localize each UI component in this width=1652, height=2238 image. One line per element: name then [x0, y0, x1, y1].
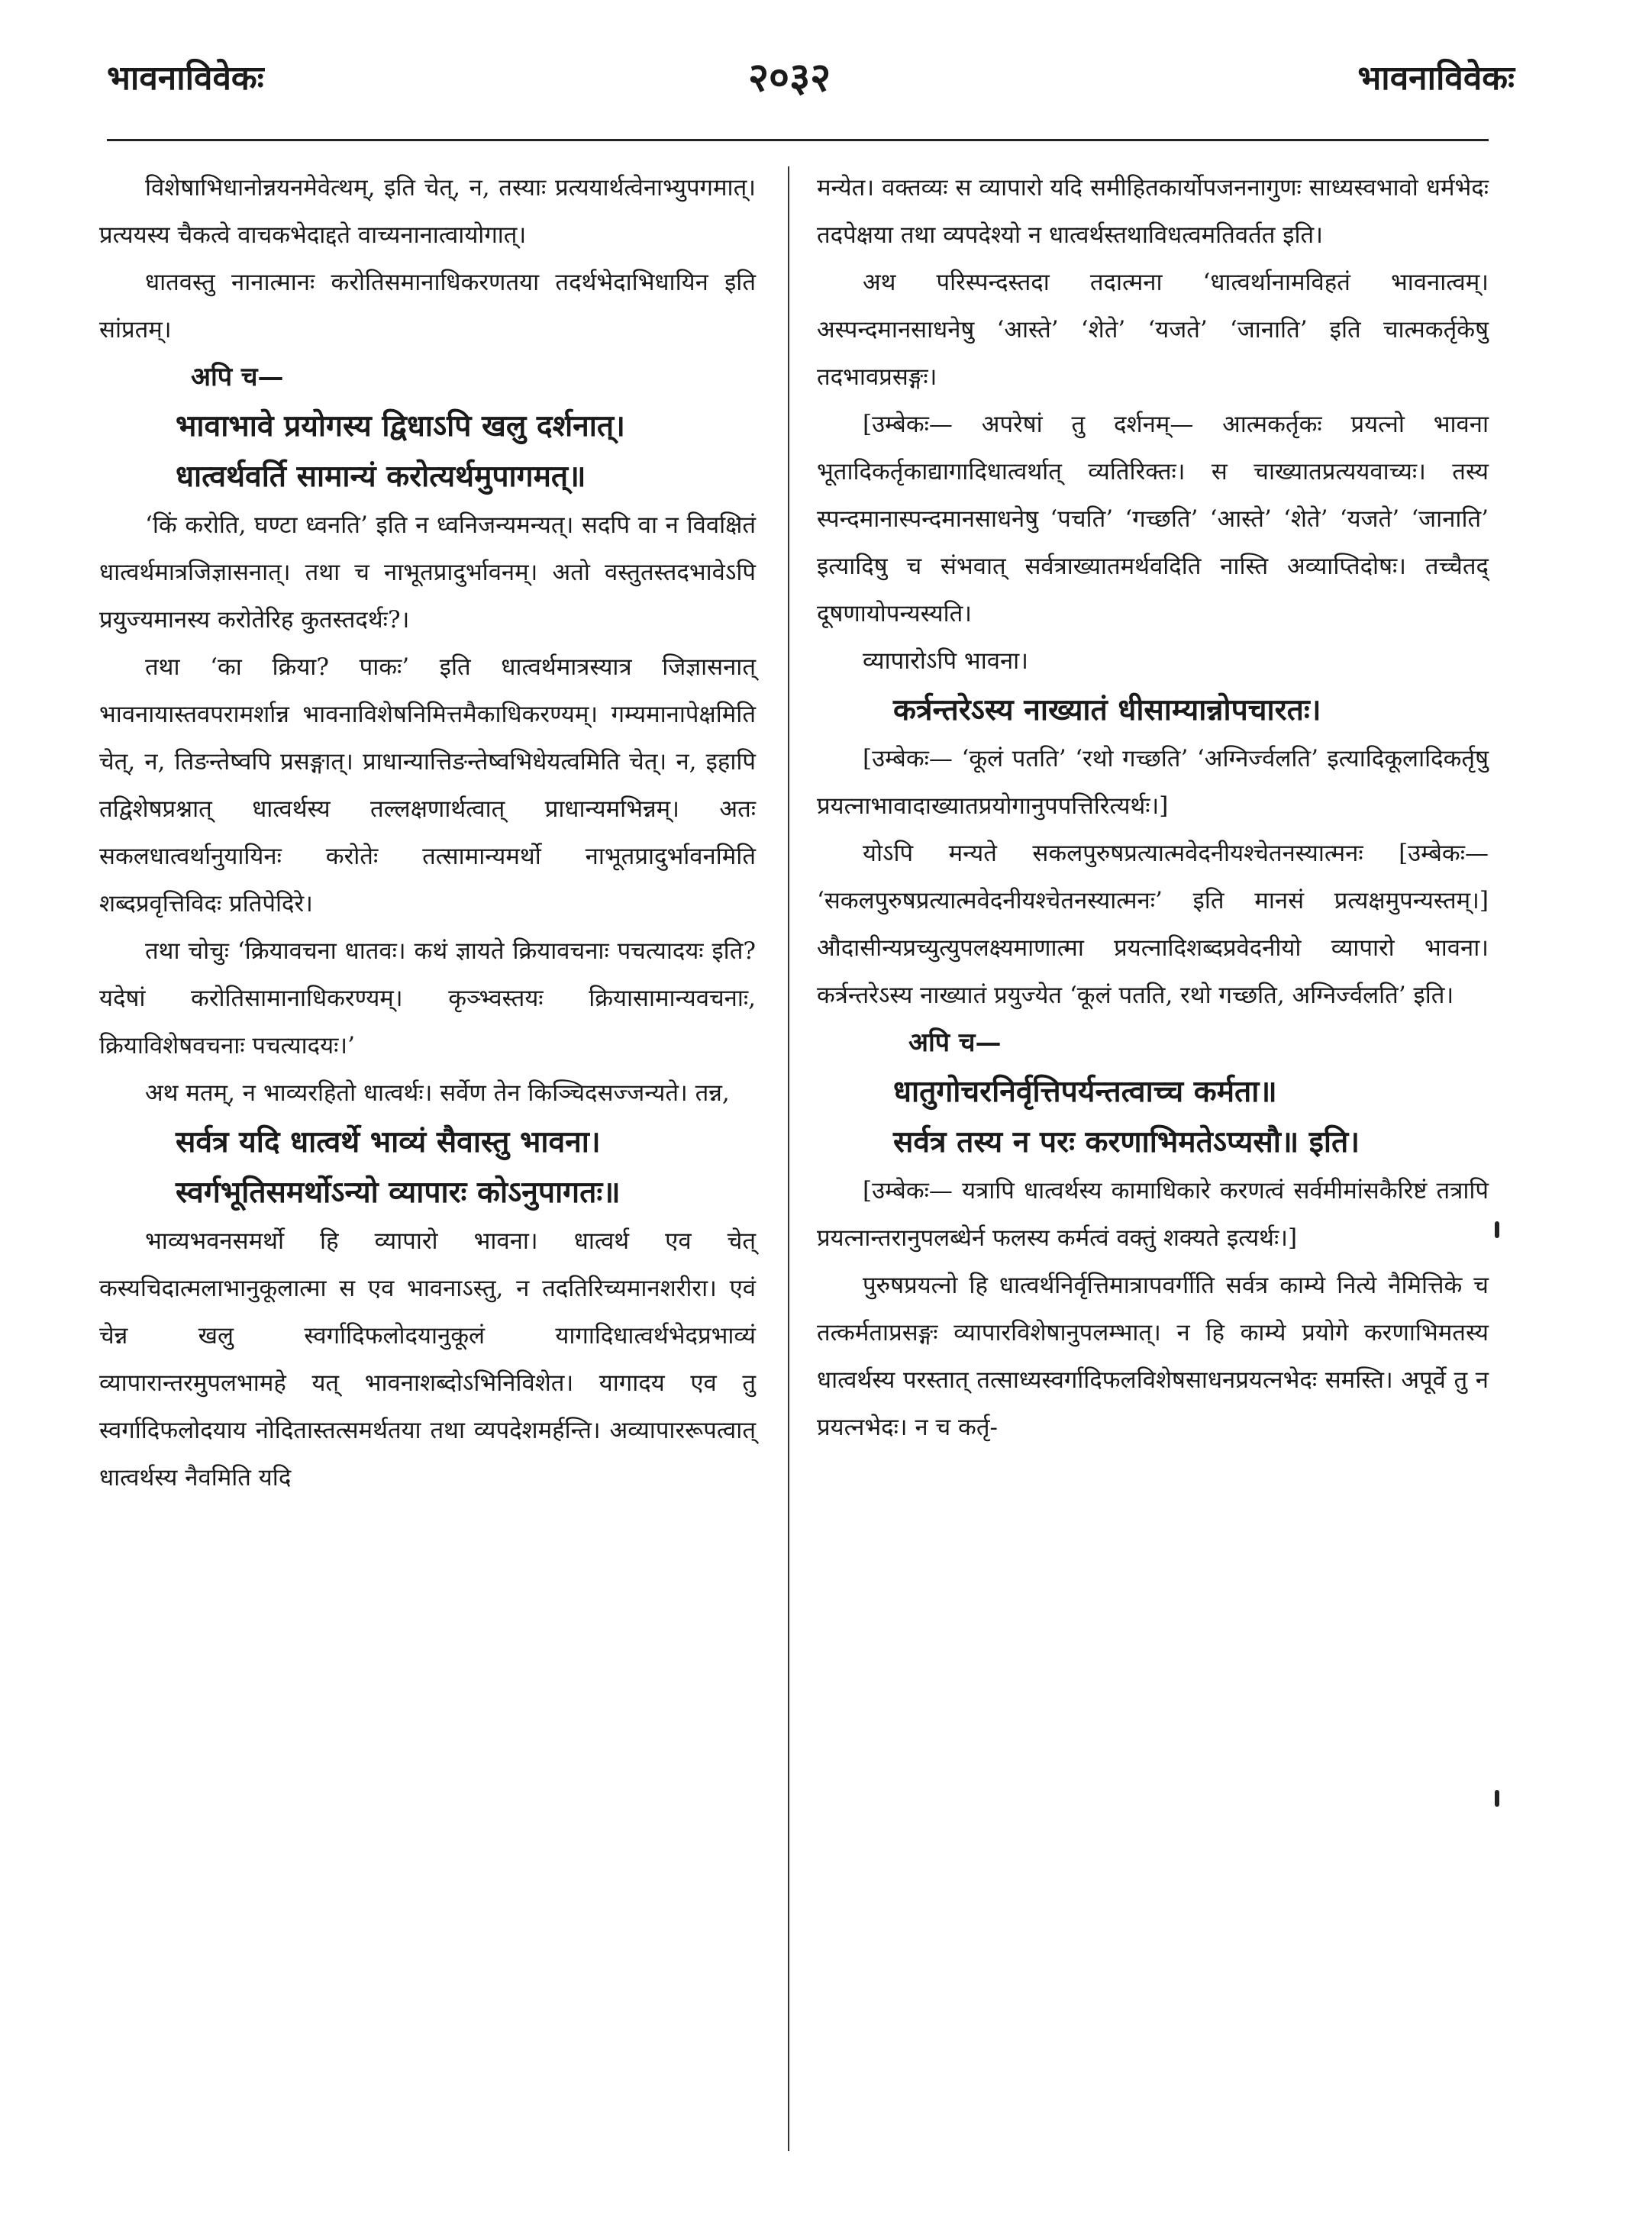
section-cue: अपि च— [908, 1027, 1002, 1058]
header-rule [107, 139, 1489, 141]
paragraph: [उम्बेकः— ‘कूलं पतति’ ‘रथो गच्छति’ ‘अग्निर्ज्वलति’ इत्यादिकूलादिकर्तृषु प्रयत्नाभावादाख्यातप्रयोगानुपपत्तिरित्यर्थः।] [817, 745, 1489, 820]
paragraph: पुरुषप्रयत्नो हि धात्वर्थनिर्वृत्तिमात्रापवर्गीति सर्वत्र काम्ये नित्ये नैमित्तिके च तत्कर्मताप्रसङ्गः व्यापारविशेषानुपलम्भात्। न हि काम्ये प्रयोगे करणाभिमतस्य धात्वर्थस्य परस्तात् तत्साध्यस्वर्गादिफलविशेषसाधनप्रयत्नभेदः समस्ति। अपूर्वे तु न प्रयत्नभेदः। न च कर्तृ- [817, 1272, 1489, 1441]
paragraph: तथा चोचुः ‘क्रियावचना धातवः। कथं ज्ञायते क्रियावचनाः पचत्यादयः इति? यदेषां करोतिसामानाधिकरण्यम्। कृञ्भ्वस्तयः क्रियासामान्यवचनाः, क्रियाविशेषवचनाः पचत्यादयः।’ [99, 937, 756, 1059]
running-header-left: भावनाविवेकः [107, 59, 264, 98]
verse-line: धातुगोचरनिर्वृत्तिपर्यन्तत्वाच्च कर्मता॥ [893, 1074, 1277, 1109]
paragraph: अथ मतम्, न भाव्यरहितो धात्वर्थः। सर्वेण तेन किञ्चिदसज्जन्यते। तन्न, [145, 1079, 730, 1107]
section-cue: अपि च— [191, 362, 284, 392]
running-header-right: भावनाविवेकः [1357, 59, 1515, 98]
paragraph: [उम्बेकः— यत्रापि धात्वर्थस्य कामाधिकारे करणत्वं सर्वमीमांसकैरिष्टं तत्रापि प्रयत्नान्तरानुपलब्धेर्न फलस्य कर्मत्वं वक्तुं शक्यते इत्यर्थः।] [817, 1177, 1489, 1252]
paragraph: ‘किं करोति, घण्टा ध्वनति’ इति न ध्वनिजन्यमन्यत्। सदपि वा न विवक्षितं धात्वर्थमात्रजिज्ञासनात्। तथा च नाभूतप्रादुर्भावनम्। अतो वस्तुतस्तदभावेऽपि प्रयुज्यमानस्य करोतेरिह कुतस्तदर्थः?। [99, 511, 756, 634]
verse-line: कर्त्रन्तरेऽस्य नाख्यातं धीसाम्यान्नोपचारतः। [893, 692, 1321, 727]
paragraph: [उम्बेकः— अपरेषां तु दर्शनम्— आत्मकर्तृकः प्रयत्नो भावना भूतादिकर्तृकाद्यागादिधात्वर्थात् व्यतिरिक्तः। स चाख्यातप्रत्ययवाच्यः। तस्य स्पन्दमानास्पन्दमानसाधनेषु ‘पचति’ ‘गच्छति’ ‘आस्ते’ ‘शेते’ ‘यजते’ ‘जानाति’ इत्यादिषु च संभवात् सर्वत्राख्यातमर्थवदिति नास्ति अव्याप्तिदोषः। तच्चैतद् दूषणायोपन्यस्यति। [817, 411, 1489, 627]
paragraph: विशेषाभिधानोन्नयनमेवेत्थम्, इति चेत्, न, तस्याः प्रत्ययार्थत्वेनाभ्युपगमात्। प्रत्ययस्य चैकत्वे वाचकभेदाद्दते वाच्यनानात्वायोगात्। [99, 174, 756, 249]
verse-line: सर्वत्र तस्य न परः करणाभिमतेऽप्यसौ॥ इति। [893, 1124, 1360, 1159]
paragraph: अथ परिस्पन्दस्तदा तदात्मना ‘धात्वर्थानामविहतं भावनात्वम्। अस्पन्दमानसाधनेषु ‘आस्ते’ ‘शेते’ ‘यजते’ ‘जानाति’ इति चात्मकर्तृकेषु तदभावप्रसङ्गः। [817, 269, 1489, 391]
verse-line: स्वर्गभूतिसमर्थोऽन्यो व्यापारः कोऽनुपागतः॥ [176, 1175, 621, 1210]
verse-line: धात्वर्थवर्ति सामान्यं करोत्यर्थमुपागमत्॥ [176, 459, 586, 494]
paragraph: मन्येत। वक्तव्यः स व्यापारो यदि समीहितकार्योपजननागुणः साध्यस्वभावो धर्मभेदः तदपेक्षया तथा व्यपदेश्यो न धात्वर्थस्तथाविधत्वमतिवर्तत इति। [817, 174, 1489, 249]
margin-mark [1495, 1790, 1499, 1807]
right-column [817, 164, 1489, 1451]
margin-mark [1495, 1221, 1499, 1238]
paragraph: धातवस्तु नानात्मानः करोतिसमानाधिकरणतया तदर्थभेदाभिधायिन इति सांप्रतम्। [99, 269, 756, 343]
left-column [99, 164, 756, 1501]
paragraph: व्यापारोऽपि भावना। [863, 647, 1028, 675]
paragraph: भाव्यभवनसमर्थो हि व्यापारो भावना। धात्वर्थ एव चेत् कस्यचिदात्मलाभानुकूलात्मा स एव भावनाऽस्तु, न तदतिरिच्यमानशरीरा। एवं चेन्न खलु स्वर्गादिफलोदयानुकूलं यागादिधात्वर्थभेदप्रभाव्यं व्यापारान्तरमुपलभामहे यत् भावनाशब्दोऽभिनिविशेत। यागादय एव तु स्वर्गादिफलोदयाय नोदितास्तत्समर्थतया तथा व्यपदेशमर्हन्ति। अव्यापाररूपत्वात् धात्वर्थस्य नैवमिति यदि [99, 1227, 756, 1491]
page-number: २०३२ [748, 55, 831, 101]
verse-line: भावाभावे प्रयोगस्य द्विधाऽपि खलु दर्शनात्। [176, 408, 625, 443]
paragraph: योऽपि मन्यते सकलपुरुषप्रत्यात्मवेदनीयश्चेतनस्यात्मनः [उम्बेकः— ‘सकलपुरुषप्रत्यात्मवेदनीयश्चेतनस्यात्मनः’ इति मानसं प्रत्यक्षमुपन्यस्तम्।] औदासीन्यप्रच्युत्युपलक्ष्यमाणात्मा प्रयत्नादिशब्दप्रवेदनीयो व्यापारो भावना। कर्त्रन्तरेऽस्य नाख्यातं प्रयुज्येत ‘कूलं पतति, रथो गच्छति, अग्निर्ज्वलति’ इति। [817, 840, 1489, 1009]
paragraph: तथा ‘का क्रिया? पाकः’ इति धात्वर्थमात्रस्यात्र जिज्ञासनात् भावनायास्तवपरामर्शान्न भावनाविशेषनिमित्तमैकाधिकरण्यम्। गम्यमानापेक्षमिति चेत्, न, तिङन्तेष्वपि प्रसङ्गात्। प्राधान्यात्तिङन्तेष्वभिधेयत्वमिति चेत्। न, इहापि तद्विशेषप्रश्नात् धात्वर्थस्य तल्लक्षणार्थत्वात् प्राधान्यमभिन्नम्। अतः सकलधात्वर्थानुयायिनः करोतेः तत्सामान्यमर्थो नाभूतप्रादुर्भावनमिति शब्दप्रवृत्तिविदः प्रतिपेदिरे। [99, 653, 756, 917]
verse-line: सर्वत्र यदि धात्वर्थे भाव्यं सैवास्तु भावना। [176, 1124, 601, 1159]
column-divider [788, 166, 789, 2151]
